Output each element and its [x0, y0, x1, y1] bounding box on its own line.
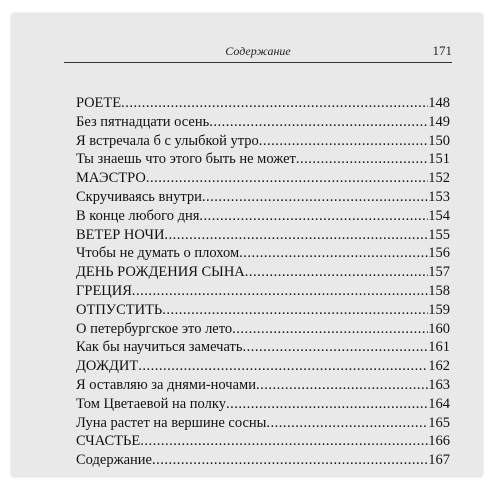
- toc-entry-title: ВЕТЕР НОЧИ: [76, 226, 165, 243]
- toc-entry-page: 162: [428, 358, 450, 375]
- toc-entry-title: ОТПУСТИТЬ: [76, 301, 163, 318]
- toc-entry-title: Чтобы не думать о плохом: [76, 245, 240, 262]
- toc-entry-title: МАЭСТРО: [76, 170, 146, 187]
- toc-leader-dots: [152, 451, 428, 470]
- toc-leader-dots: [266, 414, 428, 433]
- toc-entry: [76, 414, 450, 433]
- toc-leader-dots: [245, 263, 428, 282]
- toc-entry-page: 148: [428, 95, 450, 111]
- toc-leader-dots: [296, 150, 428, 169]
- toc-entry-page: 163: [428, 376, 450, 393]
- toc-leader-dots: [164, 226, 428, 245]
- toc-leader-dots: [138, 357, 428, 376]
- toc-entry-title: Как бы научиться замечать: [76, 339, 243, 356]
- toc-entry-page: 154: [428, 207, 450, 224]
- toc-entry: [76, 150, 450, 169]
- toc-entry-title: Луна растет на вершине сосны: [76, 414, 267, 431]
- toc-entry-title: Скручиваясь внутри: [76, 188, 202, 205]
- toc-entry-page: 152: [428, 170, 450, 187]
- toc-entry-title: POETE: [76, 95, 122, 111]
- toc-entry-title: ГРЕЦИЯ: [76, 282, 132, 299]
- toc-entry: [76, 357, 450, 376]
- toc-entry: [76, 226, 450, 245]
- table-of-contents: [76, 94, 450, 470]
- toc-entry-title: Том Цветаевой на полку: [76, 395, 226, 412]
- toc-leader-dots: [243, 338, 429, 357]
- toc-entry-page: 149: [428, 113, 450, 130]
- toc-entry-title: Я оставляю за днями-ночами: [76, 376, 256, 393]
- toc-leader-dots: [239, 244, 428, 263]
- toc-entry: [76, 301, 450, 320]
- toc-leader-dots: [259, 132, 429, 151]
- toc-entry: [76, 207, 450, 226]
- toc-entry-page: 165: [428, 414, 450, 431]
- toc-entry-title: Я встречала б с улыбкой утро: [76, 132, 259, 149]
- toc-entry-page: 157: [428, 264, 450, 281]
- toc-entry-page: 153: [428, 188, 450, 205]
- toc-entry-page: 164: [428, 395, 450, 412]
- toc-entry: [76, 451, 450, 470]
- toc-entry: [76, 282, 450, 301]
- toc-entry-title: СЧАСТЬЕ: [76, 433, 141, 450]
- toc-entry-page: 151: [428, 151, 450, 168]
- toc-leader-dots: [199, 207, 428, 226]
- toc-entry-page: 160: [428, 320, 450, 337]
- toc-leader-dots: [226, 395, 428, 414]
- toc-entry-title: Содержание: [76, 452, 152, 469]
- toc-entry: [76, 113, 450, 132]
- toc-entry-page: 158: [428, 282, 450, 299]
- header-rule: [64, 62, 452, 63]
- toc-entry: [76, 244, 450, 263]
- toc-entry: [76, 338, 450, 357]
- page-number: 171: [432, 43, 452, 58]
- toc-leader-dots: [121, 94, 428, 113]
- running-header: [64, 42, 452, 60]
- toc-entry: [76, 395, 450, 414]
- toc-leader-dots: [140, 432, 428, 451]
- toc-entry-page: 159: [428, 301, 450, 318]
- toc-entry-page: 167: [428, 452, 450, 469]
- toc-entry-title: Без пятнадцати осень: [76, 113, 210, 130]
- toc-entry-page: 161: [428, 339, 450, 356]
- toc-leader-dots: [146, 169, 428, 188]
- toc-entry-title: О петербургское это лето: [76, 320, 233, 337]
- toc-leader-dots: [202, 188, 428, 207]
- toc-leader-dots: [232, 320, 428, 339]
- toc-leader-dots: [162, 301, 428, 320]
- toc-entry: [76, 432, 450, 451]
- toc-entry-page: 155: [428, 226, 450, 243]
- toc-entry-page: 166: [428, 433, 450, 450]
- toc-entry: [76, 132, 450, 151]
- toc-leader-dots: [209, 113, 428, 132]
- toc-entry: [76, 94, 450, 113]
- toc-entry-title: В конце любого дня: [76, 207, 200, 224]
- running-header-title: Содержание: [225, 44, 291, 58]
- toc-entry: [76, 169, 450, 188]
- toc-entry: [76, 263, 450, 282]
- toc-entry-page: 156: [428, 245, 450, 262]
- toc-leader-dots: [132, 282, 428, 301]
- book-page: [12, 14, 482, 476]
- toc-entry: [76, 376, 450, 395]
- toc-entry-title: ДЕНЬ РОЖДЕНИЯ СЫНА: [76, 264, 245, 281]
- toc-entry: [76, 188, 450, 207]
- toc-entry-page: 150: [428, 132, 450, 149]
- toc-entry-title: Ты знаешь что этого быть не может: [76, 151, 296, 168]
- toc-entry: [76, 320, 450, 339]
- toc-entry-title: ДОЖДИТ: [76, 358, 139, 375]
- toc-leader-dots: [256, 376, 428, 395]
